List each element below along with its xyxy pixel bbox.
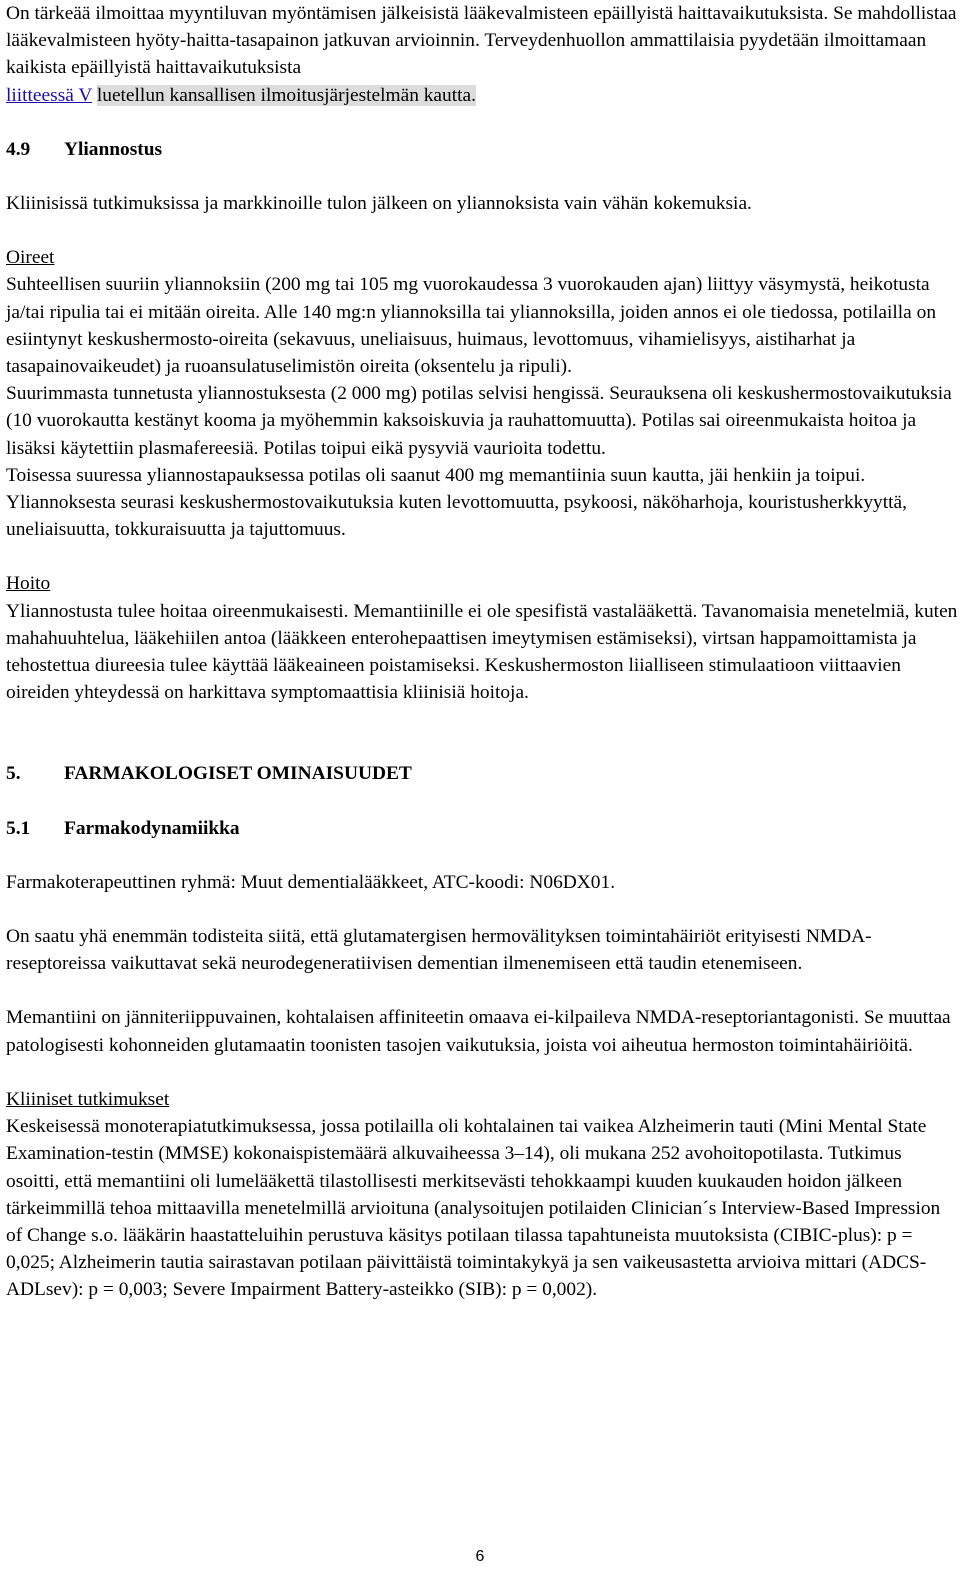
document-page bbox=[6, 0, 958, 1304]
section-5-heading bbox=[6, 760, 958, 787]
mechanism-paragraph: On saatu yhä enemmän todisteita siitä, että glutamatergisen hermovälityksen toimintahäiriöt erityisesti NMDA-reseptoreissa vaikuttavat sekä neurodegeneratiivisen dementian ilmenemiseen että taudin etenemiseen. bbox=[6, 926, 872, 975]
section-5-1-title: Farmakodynamiikka bbox=[64, 817, 240, 839]
section-5-1-number: 5.1 bbox=[6, 817, 31, 839]
section-5-1-heading bbox=[6, 815, 958, 842]
section-4-9-heading bbox=[6, 136, 958, 163]
reporting-paragraph bbox=[6, 0, 958, 109]
section-5-number: 5. bbox=[6, 763, 21, 785]
symptoms-paragraph-3: Toisessa suuressa yliannostapauksessa potilas oli saanut 400 mg memantiinia suun kautta, jäi henkiin ja toipui. Yliannoksesta seurasi keskushermostovaikutuksia kuten levottomuutta, psykoosi, näköharhoja, kouristusherkkyyttä, uneliaisuutta, tokkuraisuutta ja tajuttomuus. bbox=[6, 464, 907, 541]
treatment-label: Hoito bbox=[6, 573, 51, 595]
section-5-title: FARMAKOLOGISET OMINAISUUDET bbox=[64, 763, 412, 785]
pharmacotherapeutic-group: Farmakoterapeuttinen ryhmä: Muut dementialääkkeet, ATC-koodi: N06DX01. bbox=[6, 871, 616, 893]
symptoms-paragraph-1: Suhteellisen suuriin yliannoksiin (200 mg tai 105 mg vuorokaudessa 3 vuorokauden ajan) liittyy väsymystä, heikotusta ja/tai ripulia tai ei mitään oireita. Alle 140 mg:n yliannoksilla tai yliannoksilla, joiden annos ei ole tiedossa, potilailla on esiintynyt keskushermosto-oireita (sekavuus, uneliaisuus, huimaus, levottomuus, vihamielisyys, aistiharhat ja tasapainovaikeudet) ja ruoansulatuselimistön oireita (oksentelu ja ripuli). bbox=[6, 274, 937, 378]
treatment-paragraph: Yliannostusta tulee hoitaa oireenmukaisesti. Memantiinille ei ole spesifistä vastalääkettä. Tavanomaisia menetelmiä, kuten mahahuuhtelua, lääkehiilen antoa (lääkkeen enterohepaattisen imeytymisen estämiseksi), virtsan happamoittamista ja tehostettua diureesia tulee käyttää lääkeaineen poistamiseksi. Keskushermoston liialliseen stimulaatioon viittaavien oireiden yhteydessä on harkittava symptomaattisia kliinisiä hoitoja. bbox=[6, 600, 958, 704]
overdose-intro-paragraph: Kliinisissä tutkimuksissa ja markkinoille tulon jälkeen on yliannoksista vain vähän kokemuksia. bbox=[6, 193, 752, 215]
memantine-paragraph: Memantiini on jänniteriippuvainen, kohtalaisen affiniteetin omaava ei-kilpaileva NMDA-reseptoriantagonisti. Se muuttaa patologisesti kohonneiden glutamaatin toonisten tasojen vaikutuksia, joista voi aiheutua hermoston toimintahäiriöitä. bbox=[6, 1007, 951, 1056]
reporting-text: On tärkeää ilmoittaa myyntiluvan myöntämisen jälkeisistä lääkevalmisteen epäillyistä haittavaikutuksista. Se mahdollistaa lääkevalmisteen hyöty-haitta-tasapainon jatkuvan arvioinnin. Terveydenhuollon ammattilaisia pyydetään ilmoittamaan kaikista epäillyistä haittavaikutuksista bbox=[6, 3, 957, 79]
annex-v-link[interactable]: liitteessä V bbox=[6, 84, 92, 106]
section-4-9-title: Yliannostus bbox=[64, 138, 163, 160]
page-number: 6 bbox=[475, 1548, 485, 1565]
clinical-studies-label: Kliiniset tutkimukset bbox=[6, 1088, 170, 1110]
reporting-tail: luetellun kansallisen ilmoitusjärjestelmän kautta. bbox=[96, 84, 476, 106]
clinical-studies-paragraph: Keskeisessä monoterapiatutkimuksessa, jossa potilailla oli kohtalainen tai vaikea Alzheimerin tauti (Mini Mental State Examination-testin (MMSE) kokonaispistemäärä alkuvaiheessa 3–14), oli mukana 252 avohoitopotilasta. Tutkimus osoitti, että memantiini oli lumelääkettä tilastollisesti merkitsevästi tehokkaampi kuuden kuukauden hoidon jälkeen tärkeimmillä tehoa mittaavilla menetelmillä arvioituna (analysoitujen potilaiden Clinician´s Interview-Based Impression of Change s.o. lääkärin haastatteluihin perustuva käsitys potilaan tilassa tapahtuneista muutoksista (CIBIC-plus): p = 0,025; Alzheimerin tautia sairastavan potilaan päivittäistä toimintakykyä ja sen vaikeusastetta arvioiva mittari (ADCS-ADLsev): p = 0,003; Severe Impairment Battery-asteikko (SIB): p = 0,002). bbox=[6, 1116, 941, 1301]
symptoms-label: Oireet bbox=[6, 247, 55, 269]
section-4-9-number: 4.9 bbox=[6, 138, 31, 160]
symptoms-paragraph-2: Suurimmasta tunnetusta yliannostuksesta (2 000 mg) potilas selvisi hengissä. Seurauksena oli keskushermostovaikutuksia (10 vuorokautta kestänyt kooma ja myöhemmin kaksoiskuvia ja rauhattomuutta). Potilas sai oireenmukaista hoitoa ja lisäksi käytettiin plasmafereesiä. Potilas toipui eikä pysyviä vaurioita todettu. bbox=[6, 383, 952, 459]
